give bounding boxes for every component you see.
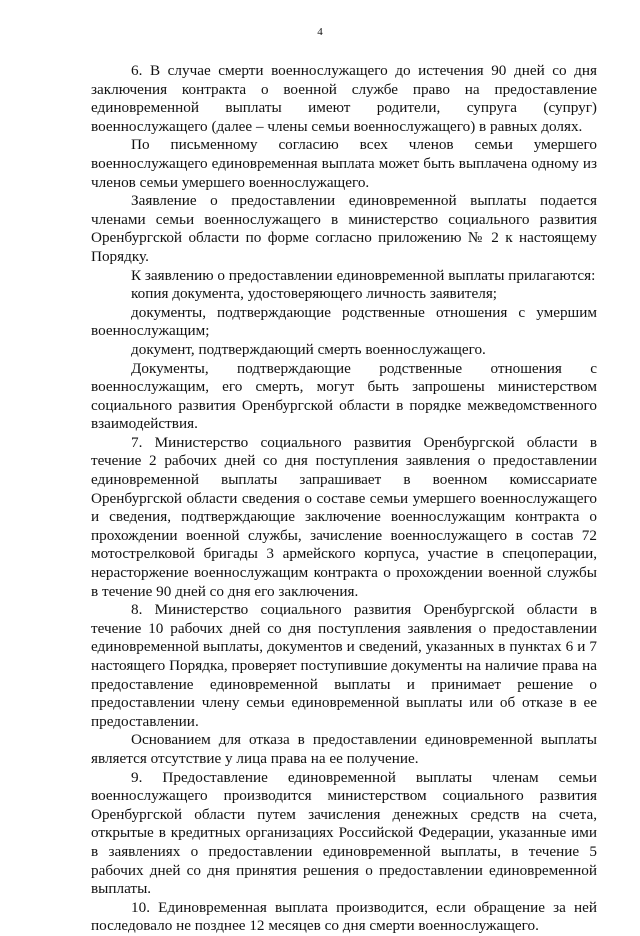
paragraph-interagency: Документы, подтверждающие родственные отношения с военнослужащим, его смерть, могут быть запрошены министерством социального развития Оренбургской области в порядке межведомственного взаимодействия. <box>91 359 597 433</box>
list-item-id-copy: копия документа, удостоверяющего личность заявителя; <box>131 285 498 303</box>
paragraph-10: 10. Единовременная выплата производится, если обращение за ней последовало не позднее 12 месяцев со дня смерти военнослужащего. <box>91 898 597 935</box>
paragraph-refusal-basis: Основанием для отказа в предоставлении единовременной выплаты является отсутствие у лица права на ее получение. <box>91 731 597 767</box>
paragraph-9: 9. Предоставление единовременной выплаты членам семьи военнослужащего производится министерством социального развития Оренбургской области путем зачисления денежных средств на счета, открытые в кредитных организациях Российской Федерации, указанные ими в заявлениях о предоставлении единовременной выплаты, в течение 5 рабочих дней со дня принятия решения о предоставлении единовременной выплаты. <box>91 768 597 898</box>
paragraph-consent: По письменному согласию всех членов семьи умершего военнослужащего единовременная выплата может быть выплачена одному из членов семьи умершего военнослужащего. <box>91 136 597 191</box>
paragraph-8: 8. Министерство социального развития Оренбургской области в течение 10 рабочих дней со дня поступления заявления о предоставлении единовременной выплаты, документов и сведений, указанных в пунктах 6 и 7 настоящего Порядка, проверяет поступившие документы на наличие права на предоставление единовременной выплаты и принимает решение о предоставлении члену семьи единовременной выплаты или об отказе в ее предоставлении. <box>91 601 597 730</box>
paragraph-application: Заявление о предоставлении единовременной выплаты подается членами семьи военнослужащего в министерство социального развития Оренбургской области по форме согласно приложению № 2 к настоящему Порядку. <box>91 192 597 265</box>
document-body <box>91 62 597 936</box>
list-item-kinship-docs: документы, подтверждающие родственные отношения с умершим военнослужащим; <box>91 303 597 340</box>
paragraph-6: 6. В случае смерти военнослужащего до истечения 90 дней со дня заключения контракта о военной службе право на предоставление единовременной выплаты имеют родители, супруга (супруг) военнослужащего (далее – члены семьи военнослужащего) в равных долях. <box>91 62 597 135</box>
paragraph-7: 7. Министерство социального развития Оренбургской области в течение 2 рабочих дней со дня поступления заявления о предоставлении единовременной выплаты запрашивает в военном комиссариате Оренбургской области сведения о составе семьи умершего военнослужащего и сведения, подтверждающие заключение военнослужащим контракта о прохождении военной службы, зачисление военнослужащего в состав 72 мотострелковой бригады 3 армейского корпуса, участие в спецоперации, нерасторжение военнослужащим контракта о прохождении военной службы в течение 90 дней со дня его заключения. <box>91 433 597 600</box>
paragraph-attachments-intro: К заявлению о предоставлении единовременной выплаты прилагаются: <box>131 266 596 284</box>
list-item-death-doc: документ, подтверждающий смерть военнослужащего. <box>131 340 486 358</box>
page-number: 4 <box>317 26 323 38</box>
